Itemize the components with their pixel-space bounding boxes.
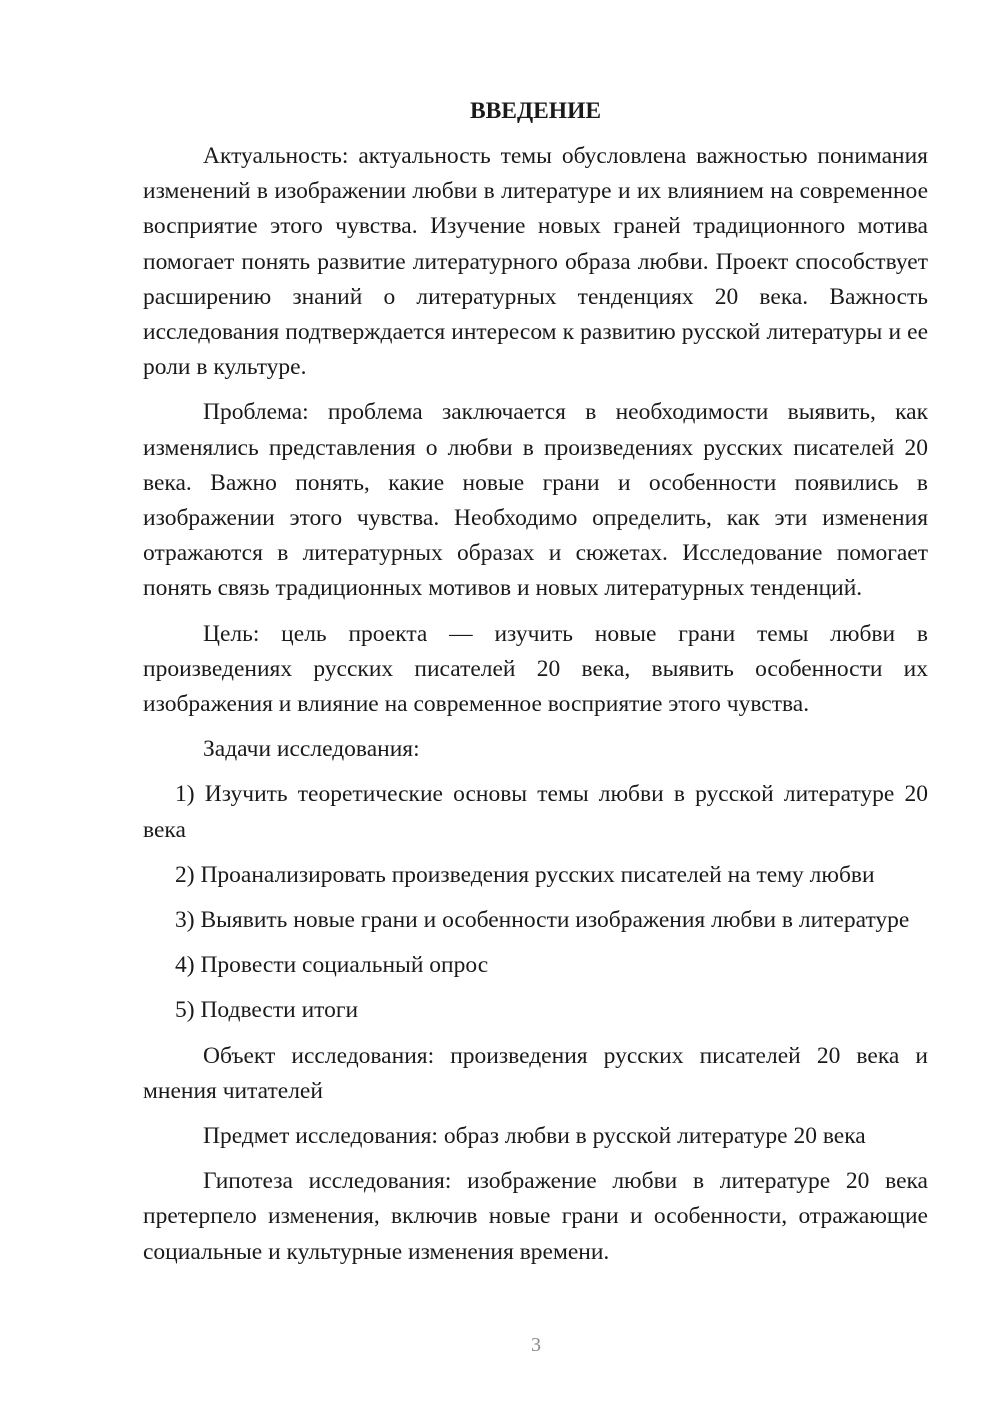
paragraph-problem: Проблема: проблема заключается в необходимости выявить, как изменялись представления о любви в произведениях русских писателей 20 века. Важно понять, какие новые грани и особенности появились в изображении этого чувства. Необходимо определить, как эти изменения отражаются в литературных образах и сюжетах. Исследование помогает понять связь традиционных мотивов и новых литературных тенденций. [143,399,928,602]
paragraph-hypothesis: Гипотеза исследования: изображение любви в литературе 20 века претерпело изменения, включив новые грани и особенности, отражающие социальные и культурные изменения времени. [143,1168,928,1265]
page-number: 3 [531,1334,541,1356]
paragraph-object: Объект исследования: произведения русских писателей 20 века и мнения читателей [143,1042,928,1104]
task-item: 2) Проанализировать произведения русских писателей на тему любви [175,861,875,888]
paragraph-tasks-title: Задачи исследования: [203,736,420,763]
section-heading: ВВЕДЕНИЕ [469,98,602,124]
task-item: 4) Провести социальный опрос [175,952,489,979]
paragraph-relevance: Актуальность: актуальность темы обусловлена важностью понимания изменений в изображении любви в литературе и их влиянием на современное восприятие этого чувства. Изучение новых граней традиционного мотива помогает понять развитие литературного образа любви. Проект способствует расширению знаний о литературных тенденциях 20 века. Важность исследования подтверждается интересом к развитию русской литературы и ее роли в культуре. [143,143,928,381]
page-content [143,94,928,1280]
paragraph-subject: Предмет исследования: образ любви в русской литературе 20 века [203,1123,866,1150]
paragraph-goal: Цель: цель проекта — изучить новые грани темы любви в произведениях русских писателей 20 века, выявить особенности их изображения и влияние на современное восприятие этого чувства. [143,620,928,718]
task-item: 3) Выявить новые грани и особенности изображения любви в литературе [175,907,910,934]
task-item: 5) Подвести итоги [175,997,359,1024]
task-item: 1) Изучить теоретические основы темы любви в русской литературе 20 века [143,781,928,843]
